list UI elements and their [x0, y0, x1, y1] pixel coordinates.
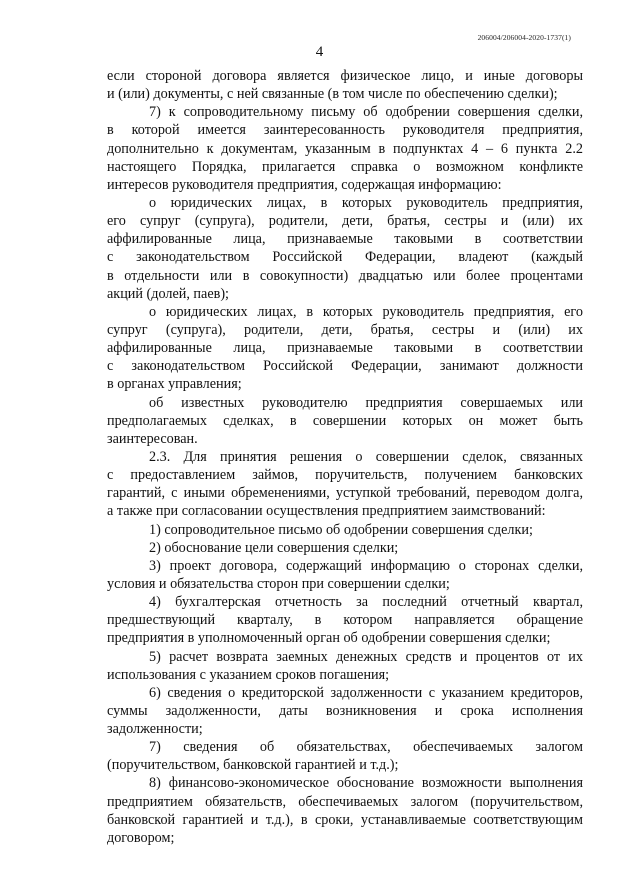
text-line: настоящего Порядка, прилагается справка о возможном конфликте: [107, 158, 583, 175]
text-line: а также при согласовании осуществления предприятием заимствований:: [107, 503, 546, 520]
text-line: предполагаемых сделках, в совершении которых он может быть: [107, 412, 583, 429]
text-line: условия и обязательства сторон при совершении сделки;: [107, 575, 450, 592]
text-line: договором;: [107, 829, 175, 846]
text-line: с предоставлением займов, поручительств, получением банковских: [107, 467, 583, 484]
text-line: об известных руководителю предприятия совершаемых или: [149, 394, 583, 411]
text-line: 2.3. Для принятия решения о совершении сделок, связанных: [149, 448, 583, 465]
text-line: 1) сопроводительное письмо об одобрении совершения сделки;: [149, 521, 533, 538]
text-line: 4) бухгалтерская отчетность за последний отчетный квартал,: [149, 594, 583, 611]
text-line: задолженности;: [107, 721, 203, 738]
text-line: гарантий, с иными обременениями, уступкой требований, переводом долга,: [107, 485, 583, 502]
text-line: суммы задолженности, даты возникновения и срока исполнения: [107, 702, 583, 719]
text-line: 2) обоснование цели совершения сделки;: [149, 539, 399, 556]
text-line: 7) к сопроводительному письму об одобрении совершения сделки,: [149, 104, 583, 121]
text-line: в которой имеется заинтересованность руководителя предприятия,: [107, 122, 583, 139]
text-line: и (или) документы, с ней связанные (в том числе по обеспечению сделки);: [107, 86, 558, 103]
text-line: акций (долей, паев);: [107, 285, 229, 302]
text-line: о юридических лицах, в которых руководитель предприятия,: [149, 194, 583, 211]
text-line: о юридических лицах, в которых руководитель предприятия, его: [149, 303, 583, 320]
text-line: с законодательством Российской Федерации, владеют (каждый: [107, 249, 583, 266]
text-line: заинтересован.: [107, 430, 198, 447]
text-line: супруг (супруга), родители, дети, братья, сестры и (или) их: [107, 321, 583, 338]
text-line: 3) проект договора, содержащий информацию о сторонах сделки,: [149, 557, 583, 574]
text-line: аффилированные лица, признаваемые таковыми в соответствии: [107, 340, 583, 357]
text-line: предшествующий кварталу, в котором направляется обращение: [107, 612, 583, 629]
text-line: в органах управления;: [107, 376, 242, 393]
text-line: (поручительством, банковской гарантией и т.д.);: [107, 757, 399, 774]
text-line: аффилированные лица, признаваемые таковыми в соответствии: [107, 231, 583, 248]
text-line: его супруг (супруга), родители, дети, братья, сестры и (или) их: [107, 213, 583, 230]
text-line: 7) сведения об обязательствах, обеспечиваемых залогом: [149, 739, 583, 756]
text-line: с законодательством Российской Федерации, занимают должности: [107, 358, 583, 375]
text-line: 5) расчет возврата заемных денежных средств и процентов от их: [149, 648, 583, 665]
text-line: банковской гарантией и т.д.), в сроки, устанавливаемые соответствующим: [107, 811, 583, 828]
text-line: если стороной договора является физическое лицо, и иные договоры: [107, 68, 583, 84]
text-line: использования с указанием сроков погашения;: [107, 666, 390, 683]
text-line: 6) сведения о кредиторской задолженности с указанием кредиторов,: [149, 684, 583, 701]
text-line: 8) финансово-экономическое обоснование возможности выполнения: [149, 775, 583, 792]
text-line: интересов руководителя предприятия, содержащая информацию:: [107, 176, 502, 193]
page-number: 4: [315, 44, 324, 60]
text-line: в отдельности или в совокупности) двадцатью или более процентами: [107, 267, 583, 284]
text-line: дополнительно к документам, указанным в подпунктах 4 – 6 пункта 2.2: [107, 140, 583, 157]
text-line: предприятия в уполномоченный орган об одобрении совершения сделки;: [107, 630, 551, 647]
text-line: предприятием обязательств, обеспечиваемых залогом (поручительством,: [107, 793, 583, 810]
document-body: [107, 67, 583, 847]
document-id: 206004/206004-2020-1737(1): [477, 33, 571, 42]
